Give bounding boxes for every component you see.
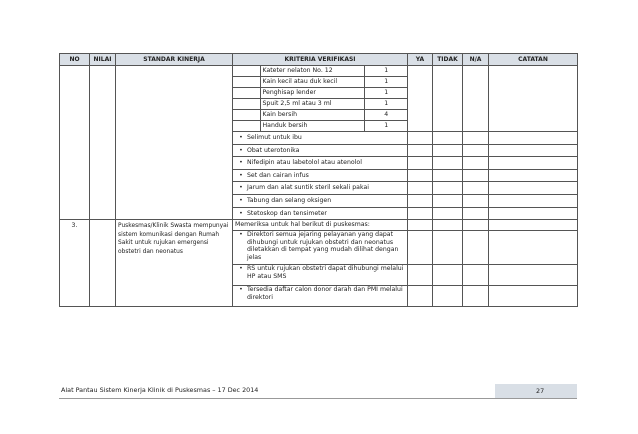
tidak-cell[interactable] <box>433 220 463 231</box>
na-cell[interactable] <box>463 207 489 220</box>
catatan-cell[interactable] <box>489 220 578 231</box>
ya-cell[interactable] <box>408 66 433 132</box>
tidak-cell[interactable] <box>433 182 463 195</box>
verification-table <box>59 53 578 307</box>
criteria-bullet <box>235 265 405 280</box>
header-na: N/A <box>463 54 489 66</box>
ya-cell[interactable] <box>408 157 433 170</box>
criteria-text: Direktori semua jejaring pelayanan yang dapat dihubungi untuk rujukan obstetri dan neonatus diletakkan di tempat yang mudah dilihat dengan jelas <box>247 231 399 261</box>
criteria-bullet <box>235 197 405 205</box>
ya-cell[interactable] <box>408 194 433 207</box>
row-number: 3. <box>60 220 90 307</box>
header-ya: YA <box>408 54 433 66</box>
catatan-cell[interactable] <box>489 194 578 207</box>
tidak-cell[interactable] <box>433 231 463 265</box>
equipment-item <box>233 99 408 110</box>
cell-nilai-empty <box>90 220 116 307</box>
equipment-name: Penghisap lender <box>260 88 364 99</box>
ya-cell[interactable] <box>408 169 433 182</box>
ya-cell[interactable] <box>408 182 433 195</box>
na-cell[interactable] <box>463 182 489 195</box>
criteria-text: Set dan cairan infus <box>247 171 309 179</box>
equipment-name: Spuit 2,5 ml atau 3 ml <box>260 99 364 110</box>
bullet-icon: • <box>239 184 243 192</box>
criteria-bullet <box>235 147 405 155</box>
criteria-bullet <box>235 286 405 301</box>
criteria-bullet-cell <box>233 207 408 220</box>
header-standar: STANDAR KINERJA <box>116 54 233 66</box>
tidak-cell[interactable] <box>433 194 463 207</box>
catatan-cell[interactable] <box>489 231 578 265</box>
ya-cell[interactable] <box>408 265 433 286</box>
ya-cell[interactable] <box>408 132 433 145</box>
na-cell[interactable] <box>463 66 489 132</box>
criteria-bullet-cell <box>233 169 408 182</box>
equipment-item <box>233 88 408 99</box>
ya-cell[interactable] <box>408 231 433 265</box>
catatan-cell[interactable] <box>489 157 578 170</box>
bullet-icon: • <box>239 159 243 167</box>
equipment-name: Kain bersih <box>260 110 364 121</box>
catatan-cell[interactable] <box>489 132 578 145</box>
criteria-bullet <box>235 159 405 167</box>
catatan-cell[interactable] <box>489 182 578 195</box>
na-cell[interactable] <box>463 144 489 157</box>
criteria-bullet <box>235 210 405 218</box>
catatan-cell[interactable] <box>489 66 578 132</box>
equipment-item <box>233 110 408 121</box>
tidak-cell[interactable] <box>433 132 463 145</box>
page-number-box <box>495 384 577 398</box>
criteria-bullet <box>235 134 405 142</box>
criteria-bullet-cell <box>233 182 408 195</box>
equipment-row <box>60 66 578 132</box>
ya-cell[interactable] <box>408 207 433 220</box>
bullet-icon: • <box>239 209 243 217</box>
footer-divider <box>59 398 577 399</box>
bullet-icon: • <box>239 265 243 273</box>
criteria-bullet <box>235 172 405 180</box>
equipment-qty: 1 <box>384 100 389 108</box>
ya-cell[interactable] <box>408 144 433 157</box>
criteria-bullet-cell <box>233 231 408 265</box>
equipment-qty: 1 <box>384 122 389 130</box>
catatan-cell[interactable] <box>489 286 578 307</box>
equipment-item <box>233 66 408 77</box>
page-number: 27 <box>536 387 545 395</box>
header-nilai: NILAI <box>90 54 116 66</box>
equipment-name: Handuk bersih <box>260 121 364 132</box>
criteria-text: Tabung dan selang oksigen <box>247 196 332 204</box>
criteria-text: Tersedia daftar calon donor darah dan PMI melalui direktori <box>247 286 403 301</box>
tidak-cell[interactable] <box>433 286 463 307</box>
criteria-bullet-cell <box>233 286 408 307</box>
na-cell[interactable] <box>463 231 489 265</box>
criteria-bullet-cell <box>233 265 408 286</box>
criteria-bullet-cell <box>233 132 408 145</box>
equipment-qty: 1 <box>384 78 389 86</box>
header-tidak: TIDAK <box>433 54 463 66</box>
catatan-cell[interactable] <box>489 169 578 182</box>
tidak-cell[interactable] <box>433 157 463 170</box>
catatan-cell[interactable] <box>489 207 578 220</box>
equipment-name: Kain kecil atau duk kecil <box>260 77 364 88</box>
criteria-row <box>60 220 578 231</box>
bullet-icon: • <box>239 146 243 154</box>
criteria-text: Obat uterotonika <box>247 146 300 154</box>
na-cell[interactable] <box>463 169 489 182</box>
na-cell[interactable] <box>463 265 489 286</box>
header-catatan: CATATAN <box>489 54 578 66</box>
na-cell[interactable] <box>463 194 489 207</box>
cell-no-empty <box>60 66 90 220</box>
tidak-cell[interactable] <box>433 207 463 220</box>
table-header-row <box>60 54 578 66</box>
criteria-bullet-cell <box>233 194 408 207</box>
standard-text: Puskesmas/Klinik Swasta mempunyai sistem komunikasi dengan Rumah Sakit untuk rujukan emergensi obstetri dan neonatus <box>116 220 233 307</box>
footer <box>59 384 577 398</box>
criteria-intro: Memeriksa untuk hal berikut di puskesmas: <box>233 220 408 231</box>
equipment-item <box>233 77 408 88</box>
criteria-text: Selimut untuk ibu <box>247 134 302 141</box>
criteria-bullet <box>235 184 405 192</box>
equipment-qty: 1 <box>384 89 389 97</box>
equipment-qty: 1 <box>384 67 389 75</box>
criteria-text: Jarum dan alat suntik steril sekali pakai <box>247 184 369 192</box>
ya-cell[interactable] <box>408 286 433 307</box>
na-cell[interactable] <box>463 132 489 145</box>
na-cell[interactable] <box>463 220 489 231</box>
equipment-cell <box>233 66 408 132</box>
equipment-item <box>233 121 408 132</box>
header-kriteria: KRITERIA VERIFIKASI <box>233 54 408 66</box>
catatan-cell[interactable] <box>489 144 578 157</box>
bullet-icon: • <box>239 171 243 179</box>
na-cell[interactable] <box>463 157 489 170</box>
tidak-cell[interactable] <box>433 66 463 132</box>
criteria-text: Nifedipin atau labetolol atau atenolol <box>247 159 362 167</box>
criteria-bullet-cell <box>233 157 408 170</box>
cell-standar-empty <box>116 66 233 220</box>
criteria-text: RS untuk rujukan obstetri dapat dihubungi melalui HP atau SMS <box>247 265 404 280</box>
equipment-name: Kateter nelaton No. 12 <box>260 66 364 77</box>
bullet-icon: • <box>239 231 243 239</box>
criteria-bullet-cell <box>233 144 408 157</box>
tidak-cell[interactable] <box>433 265 463 286</box>
na-cell[interactable] <box>463 286 489 307</box>
criteria-bullet <box>235 231 405 261</box>
footer-text: Alat Pantau Sistem Kinerja Klinik di Puskesmas – 17 Dec 2014 <box>61 386 259 394</box>
tidak-cell[interactable] <box>433 169 463 182</box>
catatan-cell[interactable] <box>489 265 578 286</box>
header-no: NO <box>60 54 90 66</box>
bullet-icon: • <box>239 134 243 141</box>
ya-cell[interactable] <box>408 220 433 231</box>
cell-nilai-empty <box>90 66 116 220</box>
criteria-text: Stetoskop dan tensimeter <box>247 209 327 217</box>
equipment-subtable <box>233 66 408 131</box>
tidak-cell[interactable] <box>433 144 463 157</box>
equipment-qty: 4 <box>384 111 389 119</box>
bullet-icon: • <box>239 196 243 204</box>
bullet-icon: • <box>239 286 243 294</box>
